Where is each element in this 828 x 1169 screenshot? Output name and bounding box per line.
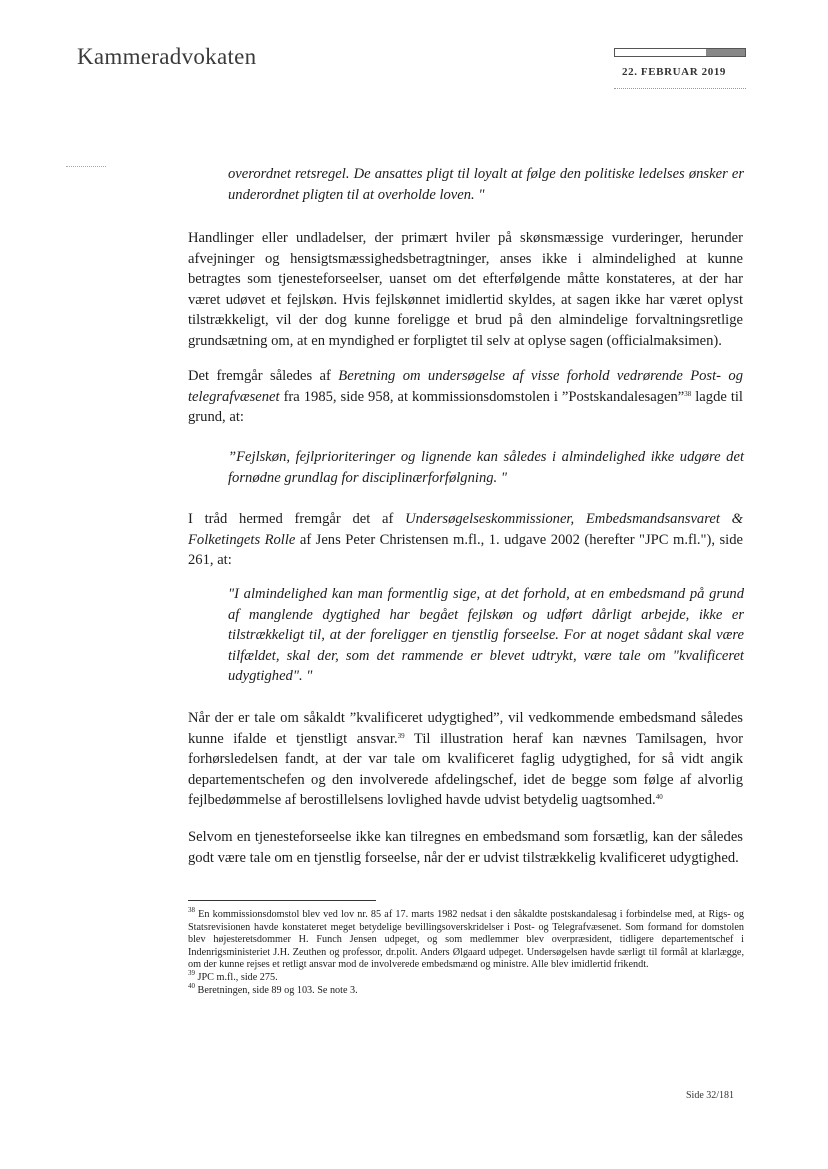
header-rule <box>614 88 746 89</box>
footnote <box>188 968 744 985</box>
footnote <box>188 906 744 972</box>
paragraph <box>188 708 743 811</box>
footnote-text: JPC m.fl., side 275. <box>195 971 278 983</box>
paragraph-text: Det fremgår således af <box>188 368 339 384</box>
footnote-number: 38 <box>188 906 195 914</box>
footnote-ref: 38 <box>684 389 692 398</box>
paragraph: Selvom en tjenesteforseelse ikke kan tilregnes en embedsmand som forsætlig, kan der således godt være tale om en tjenstlig forseelse, når der er udvist tilstrækkelig kvalificeret udygtighed. <box>188 829 743 866</box>
logo: Kammeradvokaten <box>77 44 257 69</box>
paragraph-text: fra 1985, side 958, at kommissionsdomstolen i ”Postskandalesagen” <box>279 388 685 405</box>
footnote-number: 39 <box>188 968 195 977</box>
document-date: 22. FEBRUAR 2019 <box>622 66 727 78</box>
paragraph-text: Til illustration heraf kan nævnes Tamilsagen, hvor forhørsledelsen fandt, at der var tale om kvalificeret faglig udygtighed, for så vidt angik departementschefen og den involverede afdelingschef, idet de begge som følge af alvorlig fejlbedømmelse af berostillelsens lovlighed havde udvist betydelig uagtsomhed. <box>188 730 743 808</box>
block-quote: overordnet retsregel. De ansattes pligt til loyalt at følge den politiske ledelses ønsker er underordnet pligten til at overholde loven. " <box>228 166 744 203</box>
cited-title: Beretning om undersøgelse af visse forhold vedrørende Post- og telegrafvæsenet <box>188 368 743 405</box>
footnote-ref: 40 <box>655 793 663 801</box>
paragraph-text: I tråd hermed fremgår det af <box>188 511 406 527</box>
paragraph <box>188 366 743 428</box>
footnote-text: Beretningen, side 89 og 103. Se note 3. <box>195 984 358 996</box>
paragraph-text: Når der er tale om såkaldt ”kvalificeret udygtighed”, vil vedkommende embedsmand således kunne ifalde et tjenstligt ansvar. <box>188 710 743 747</box>
block-quote: "I almindelighed kan man formentlig sige, at det forhold, at en embedsmand på grund af manglende dygtighed har begået fejlskøn og udført dårligt arbejde, ikke er tilstrækkeligt til, at der foreligger en tjenstlig forseelse. For at noget sådant skal være tilfældet, skal der, som det rammende er blevet udtrykt, være tale om "kvalificeret udygtighed". " <box>228 586 744 684</box>
footnotes <box>188 906 744 997</box>
footnote-ref: 39 <box>397 731 405 740</box>
footnote-number: 40 <box>188 981 195 990</box>
footnote <box>188 981 744 998</box>
paragraph: Handlinger eller undladelser, der primært hviler på skønsmæssige vurderinger, herunder afvejninger og hensigtsmæssighedsbetragtninger, anses ikke i almindelighed at kunne betragtes som tjenesteforseelser, uanset om det efterfølgende måtte konstateres, at der har været udøvet et fejlskøn. Hvis fejlskønnet imidlertid skyldes, at sagen ikke har været oplyst tilstrækkeligt, vil der dog kunne foreligge et brud på den almindelige forvaltningsretlige grundsætning om, at en myndighed er forpligtet til selv at oplyse sagen (officialmaksimen). <box>188 230 743 349</box>
margin-mark <box>66 166 106 167</box>
paragraph-text: lagde til grund, at: <box>188 388 743 425</box>
footnote-text: En kommissionsdomstol blev ved lov nr. 85 af 17. marts 1982 nedsat i den såkaldte postskandalesag i forbindelse med, at Rigs- og Statsrevisionen havde konstateret meget betydelige bevillingsoverskridelser i Post- og Telegrafvæsenet. Som formand for domstolen blev højesteretsdommer H. Funch Jensen udpeget, og som medlemmer blev overpræsident, tidligere departementschef i Indenrigsministeriet J.H. Zeuthen og professor, dr.polit. Anders Ølgaard udpeget. Undersøgelsen havde særligt til formål at klarlægge, om der kunne rejses et retligt ansvar mod de involverede embedsmænd og ministre. Alle blev imidlertid frikendt. <box>188 909 744 971</box>
header-stamp-bar <box>614 48 746 57</box>
paragraph <box>188 509 743 571</box>
block-quote: ”Fejlskøn, fejlprioriteringer og lignende kan således i almindelighed ikke udgøre det fornødne grundlag for disciplinærforfølgning. " <box>228 449 744 486</box>
paragraph-text: af Jens Peter Christensen m.fl., 1. udgave 2002 (herefter "JPC m.fl."), side 261, at: <box>188 531 743 568</box>
footnote-separator <box>188 900 376 901</box>
page-number: Side 32/181 <box>686 1090 735 1101</box>
cited-title: Undersøgelseskommissioner, Embedsmandsansvaret & Folketingets Rolle <box>188 511 743 548</box>
